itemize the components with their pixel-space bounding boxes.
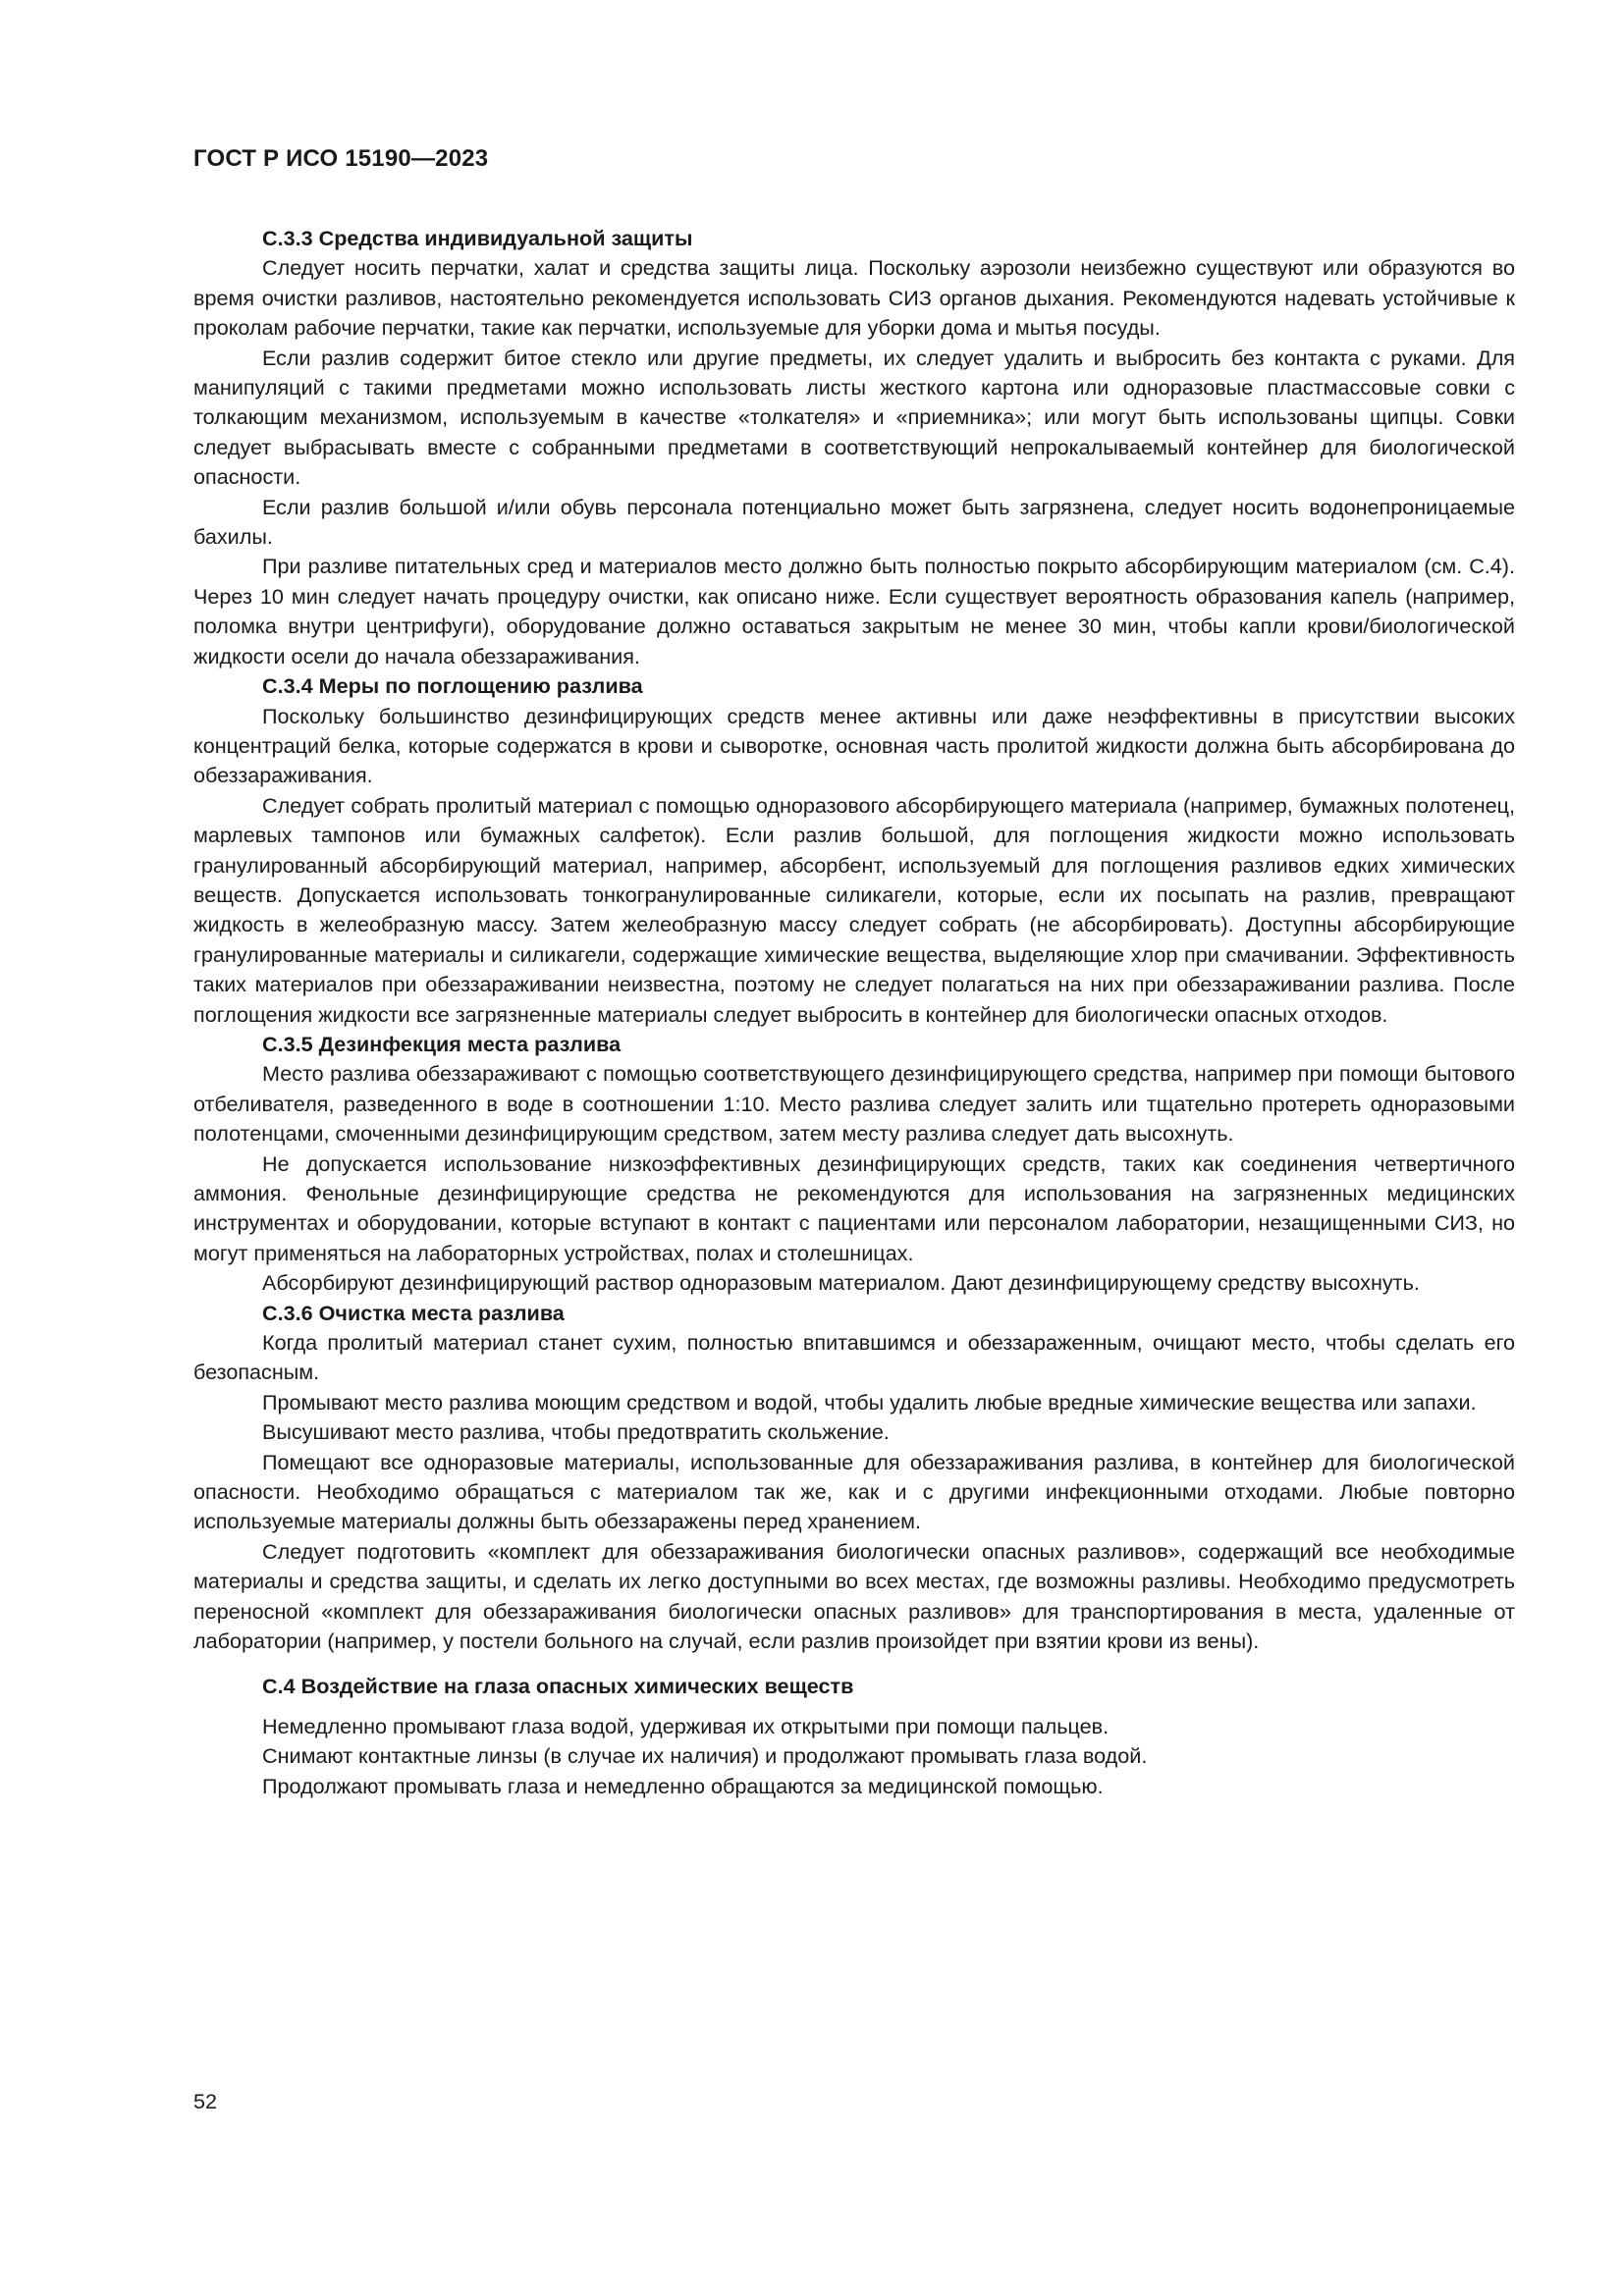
section-title: С.3.6 Очистка места разлива [262,1300,565,1325]
document-body [193,224,1515,1801]
document-code-header: ГОСТ Р ИСО 15190—2023 [193,145,489,172]
section-title: С.3.4 Меры по поглощению разлива [262,673,643,699]
paragraph: Помещают все одноразовые материалы, использованные для обеззараживания разлива, в контейнер для биологической опасности. Необходимо обращаться с материалом так же, как и с другими инфекционными отходами. Любые повторно используемые материалы должны быть обеззаражены перед хранением. [193,1449,1515,1534]
paragraph: Промывают место разлива моющим средством и водой, чтобы удалить любые вредные химические вещества или запахи. [262,1389,1477,1415]
paragraph: Поскольку большинство дезинфицирующих средств менее активны или даже неэффективны в присутствии высоких концентраций белка, которые содержатся в крови и сыворотке, основная часть пролитой жидкости должна быть абсорбирована до обеззараживания. [193,703,1515,788]
paragraph: Снимают контактные линзы (в случае их наличия) и продолжают промывать глаза водой. [262,1743,1148,1769]
paragraph: Абсорбируют дезинфицирующий раствор одноразовым материалом. Дают дезинфицирующему средству высохнуть. [262,1270,1420,1296]
paragraph: Немедленно промывают глаза водой, удерживая их открытыми при помощи пальцев. [262,1713,1110,1738]
paragraph: Если разлив большой и/или обувь персонала потенциально может быть загрязнена, следует носить водонепроницаемые бахилы. [193,494,1515,550]
paragraph: Место разлива обеззараживают с помощью соответствующего дезинфицирующего средства, например при помощи бытового отбеливателя, разведенного в воде в соотношении 1:10. Место разлива следует залить или тщательно протереть одноразовыми полотенцами, смоченными дезинфицирующим средством, затем месту разлива следует дать высохнуть. [193,1061,1515,1147]
paragraph: Следует собрать пролитый материал с помощью одноразового абсорбирующего материала (например, бумажных полотенец, марлевых тампонов или бумажных салфеток). Если разлив большой, для поглощения жидкости можно использовать гранулированный абсорбирующий материал, например, абсорбент, используемый для поглощения разливов едких химических веществ. Допускается использовать тонкогранулированные силикагели, которые, если их посыпать на разлив, превращают жидкость в желеобразную массу. Затем желеобразную массу следует собрать (не абсорбировать). Доступны абсорбирующие гранулированные материалы и силикагели, содержащие химические вещества, выделяющие хлор при смачивании. Эффективность таких материалов при обеззараживании неизвестна, поэтому не следует полагаться на них при обеззараживании разлива. После поглощения жидкости все загрязненные материалы следует выбросить в контейнер для биологически опасных отходов. [193,792,1515,1027]
paragraph: Высушивают место разлива, чтобы предотвратить скольжение. [262,1419,890,1445]
section-title: С.3.5 Дезинфекция места разлива [262,1031,622,1056]
section-c-3-5 [193,1030,1515,1299]
paragraph: Не допускается использование низкоэффективных дезинфицирующих средств, таких как соединения четвертичного аммония. Фенольные дезинфицирующие средства не рекомендуются для использования на загрязненных медицинских инструментах и оборудовании, которые вступают в контакт с пациентами или персоналом лаборатории, незащищенными СИЗ, но могут применяться на лабораторных устройствах, полах и столешницах. [193,1150,1515,1265]
section-c-3-6 [193,1299,1515,1657]
paragraph: Следует подготовить «комплект для обеззараживания биологически опасных разливов», содержащий все необходимые материалы и средства защиты, и сделать их легко доступными во всех местах, где возможны разливы. Необходимо предусмотреть переносной «комплект для обеззараживания биологически опасных разливов» для транспортирования в места, удаленные от лаборатории (например, у постели больного на случай, если разлив произойдет при взятии крови из вены). [193,1538,1515,1654]
section-c-3-4 [193,671,1515,1030]
page-number: 52 [193,2089,218,2113]
paragraph: Продолжают промывать глаза и немедленно обращаются за медицинской помощью. [262,1773,1104,1798]
paragraph: Если разлив содержит битое стекло или другие предметы, их следует удалить и выбросить без контакта с руками. Для манипуляций с такими предметами можно использовать листы жесткого картона или одноразовые пластмассовые совки с толкающим механизмом, используемым в качестве «толкателя» и «приемника»; или могут быть использованы щипцы. Совки следует выбрасывать вместе с собранными предметами в соответствующий непрокалываемый контейнер для биологической опасности. [193,345,1515,490]
section-c-3-3 [193,224,1515,671]
section-title: С.3.3 Средства индивидуальной защиты [262,226,693,250]
section-title: С.4 Воздействие на глаза опасных химических веществ [262,1673,854,1698]
paragraph: Следует носить перчатки, халат и средства защиты лица. Поскольку аэрозоли неизбежно существуют или образуются во время очистки разливов, настоятельно рекомендуется использовать СИЗ органов дыхания. Рекомендуются надевать устойчивые к проколам рабочие перчатки, такие как перчатки, используемые для уборки дома и мытья посуды. [193,255,1515,341]
paragraph: Когда пролитый материал станет сухим, полностью впитавшимся и обеззараженным, очищают место, чтобы сделать его безопасным. [193,1330,1515,1385]
section-c-4 [193,1672,1515,1802]
paragraph: При разливе питательных сред и материалов место должно быть полностью покрыто абсорбирующим материалом (см. С.4). Через 10 мин следует начать процедуру очистки, как описано ниже. Если существует вероятность образования капель (например, поломка внутри центрифуги), оборудование должно оставаться закрытым не менее 30 мин, чтобы капли крови/биологической жидкости осели до начала обеззараживания. [193,554,1515,668]
